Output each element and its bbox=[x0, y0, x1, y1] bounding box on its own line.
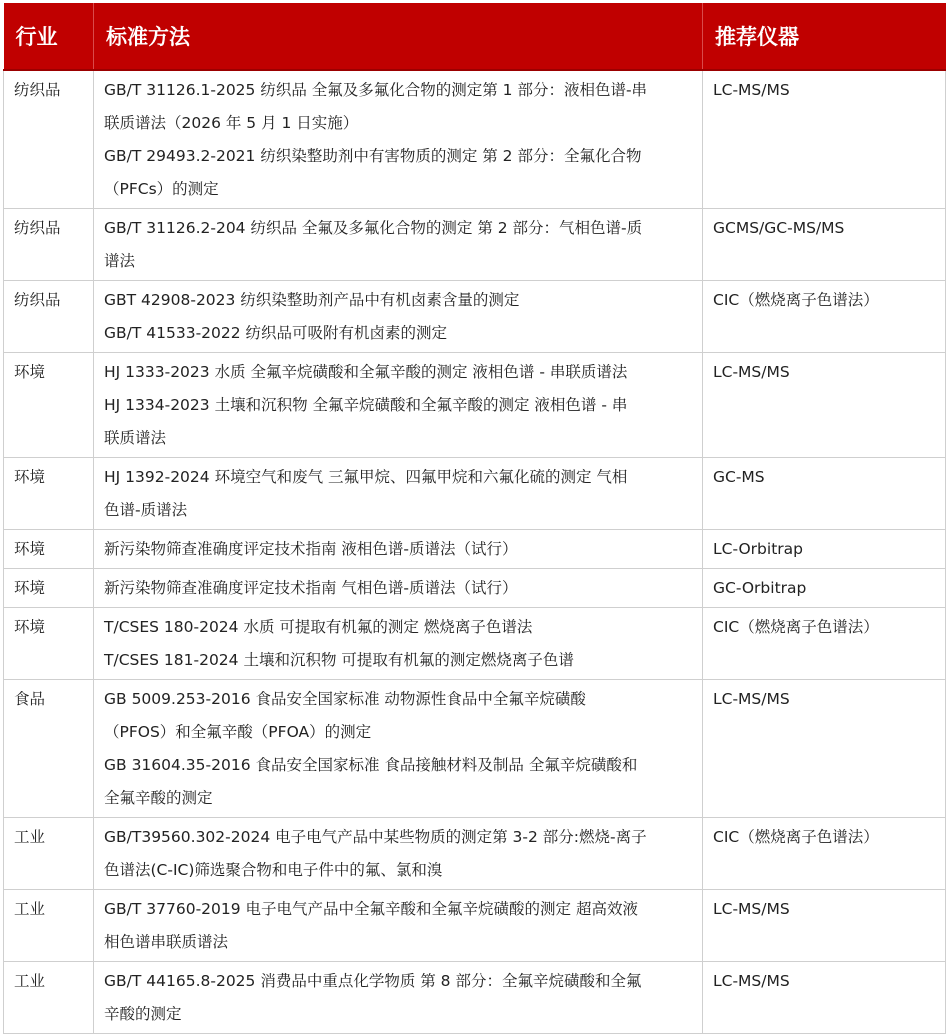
instrument-cell: CIC（燃烧离子色谱法） bbox=[703, 608, 946, 680]
industry-cell: 工业 bbox=[4, 818, 94, 890]
method-line: 辛酸的测定 bbox=[104, 1005, 182, 1023]
method-line: 新污染物筛查准确度评定技术指南 液相色谱-质谱法（试行） bbox=[104, 540, 518, 558]
instrument-cell: LC-MS/MS bbox=[703, 353, 946, 458]
table-row bbox=[4, 818, 946, 890]
instrument-cell: LC-MS/MS bbox=[703, 70, 946, 209]
method-line: GB/T39560.302-2024 电子电气产品中某些物质的测定第 3-2 部分:燃烧-离子 bbox=[104, 828, 647, 846]
standard-method-cell bbox=[94, 890, 703, 962]
table-row bbox=[4, 209, 946, 281]
instrument-cell: LC-MS/MS bbox=[703, 890, 946, 962]
table-body bbox=[4, 70, 946, 1034]
instrument-cell: CIC（燃烧离子色谱法） bbox=[703, 818, 946, 890]
industry-cell: 工业 bbox=[4, 962, 94, 1034]
instrument-cell: CIC（燃烧离子色谱法） bbox=[703, 281, 946, 353]
industry-cell: 纺织品 bbox=[4, 70, 94, 209]
table-header bbox=[4, 3, 946, 70]
industry-cell: 食品 bbox=[4, 680, 94, 818]
method-line: GB/T 31126.2-204 纺织品 全氟及多氟化合物的测定 第 2 部分：气相色谱-质 bbox=[104, 219, 643, 237]
method-line: GB/T 37760-2019 电子电气产品中全氟辛酸和全氟辛烷磺酸的测定 超高效液 bbox=[104, 900, 638, 918]
header-row bbox=[4, 3, 946, 70]
method-line: HJ 1334-2023 土壤和沉积物 全氟辛烷磺酸和全氟辛酸的测定 液相色谱 - 串 bbox=[104, 396, 628, 414]
table-row bbox=[4, 353, 946, 458]
industry-cell: 环境 bbox=[4, 608, 94, 680]
method-line: GBT 42908-2023 纺织染整助剂产品中有机卤素含量的测定 bbox=[104, 291, 520, 309]
table-row bbox=[4, 680, 946, 818]
standard-method-cell bbox=[94, 608, 703, 680]
method-line: 色谱-质谱法 bbox=[104, 501, 188, 519]
industry-cell: 纺织品 bbox=[4, 281, 94, 353]
standard-method-cell bbox=[94, 353, 703, 458]
method-line: GB/T 44165.8-2025 消费品中重点化学物质 第 8 部分：全氟辛烷磺酸和全氟 bbox=[104, 972, 642, 990]
table-row bbox=[4, 890, 946, 962]
table-row bbox=[4, 70, 946, 209]
method-line: GB 31604.35-2016 食品安全国家标准 食品接触材料及制品 全氟辛烷磺酸和 bbox=[104, 756, 638, 774]
header-industry: 行业 bbox=[4, 3, 94, 70]
method-line: 联质谱法（2026 年 5 月 1 日实施） bbox=[104, 114, 359, 132]
method-line: GB 5009.253-2016 食品安全国家标准 动物源性食品中全氟辛烷磺酸 bbox=[104, 690, 586, 708]
standard-method-cell bbox=[94, 569, 703, 608]
instrument-cell: GCMS/GC-MS/MS bbox=[703, 209, 946, 281]
method-line: 谱法 bbox=[104, 252, 136, 270]
standard-method-cell bbox=[94, 530, 703, 569]
method-line: 新污染物筛查准确度评定技术指南 气相色谱-质谱法（试行） bbox=[104, 579, 518, 597]
method-line: HJ 1392-2024 环境空气和废气 三氟甲烷、四氟甲烷和六氟化硫的测定 气相 bbox=[104, 468, 628, 486]
table-row bbox=[4, 530, 946, 569]
standard-method-cell bbox=[94, 70, 703, 209]
instrument-cell: GC-Orbitrap bbox=[703, 569, 946, 608]
standard-method-cell bbox=[94, 818, 703, 890]
standard-method-cell bbox=[94, 458, 703, 530]
method-line: 联质谱法 bbox=[104, 429, 167, 447]
standards-table bbox=[3, 3, 946, 1034]
method-line: GB/T 31126.1-2025 纺织品 全氟及多氟化合物的测定第 1 部分：液相色谱-串 bbox=[104, 81, 648, 99]
standard-method-cell bbox=[94, 209, 703, 281]
instrument-cell: LC-MS/MS bbox=[703, 962, 946, 1034]
method-line: （PFCs）的测定 bbox=[104, 180, 219, 198]
standard-method-cell bbox=[94, 680, 703, 818]
standard-method-cell bbox=[94, 281, 703, 353]
instrument-cell: GC-MS bbox=[703, 458, 946, 530]
method-line: HJ 1333-2023 水质 全氟辛烷磺酸和全氟辛酸的测定 液相色谱 - 串联质谱法 bbox=[104, 363, 628, 381]
method-line: GB/T 41533-2022 纺织品可吸附有机卤素的测定 bbox=[104, 324, 448, 342]
method-line: （PFOS）和全氟辛酸（PFOA）的测定 bbox=[104, 723, 372, 741]
industry-cell: 环境 bbox=[4, 569, 94, 608]
industry-cell: 环境 bbox=[4, 353, 94, 458]
industry-cell: 工业 bbox=[4, 890, 94, 962]
method-line: 色谱法(C-IC)筛选聚合物和电子件中的氟、氯和溴 bbox=[104, 861, 443, 879]
method-line: GB/T 29493.2-2021 纺织染整助剂中有害物质的测定 第 2 部分：全氟化合物 bbox=[104, 147, 642, 165]
industry-cell: 环境 bbox=[4, 458, 94, 530]
method-line: 相色谱串联质谱法 bbox=[104, 933, 229, 951]
method-line: T/CSES 181-2024 土壤和沉积物 可提取有机氟的测定燃烧离子色谱 bbox=[104, 651, 574, 669]
standard-method-cell bbox=[94, 962, 703, 1034]
industry-cell: 环境 bbox=[4, 530, 94, 569]
header-standard-method: 标准方法 bbox=[94, 3, 703, 70]
method-line: 全氟辛酸的测定 bbox=[104, 789, 213, 807]
table-row bbox=[4, 281, 946, 353]
header-instrument: 推荐仪器 bbox=[703, 3, 946, 70]
instrument-cell: LC-Orbitrap bbox=[703, 530, 946, 569]
method-line: T/CSES 180-2024 水质 可提取有机氟的测定 燃烧离子色谱法 bbox=[104, 618, 533, 636]
table-row bbox=[4, 458, 946, 530]
table-row bbox=[4, 608, 946, 680]
table-row bbox=[4, 962, 946, 1034]
industry-cell: 纺织品 bbox=[4, 209, 94, 281]
instrument-cell: LC-MS/MS bbox=[703, 680, 946, 818]
table-row bbox=[4, 569, 946, 608]
